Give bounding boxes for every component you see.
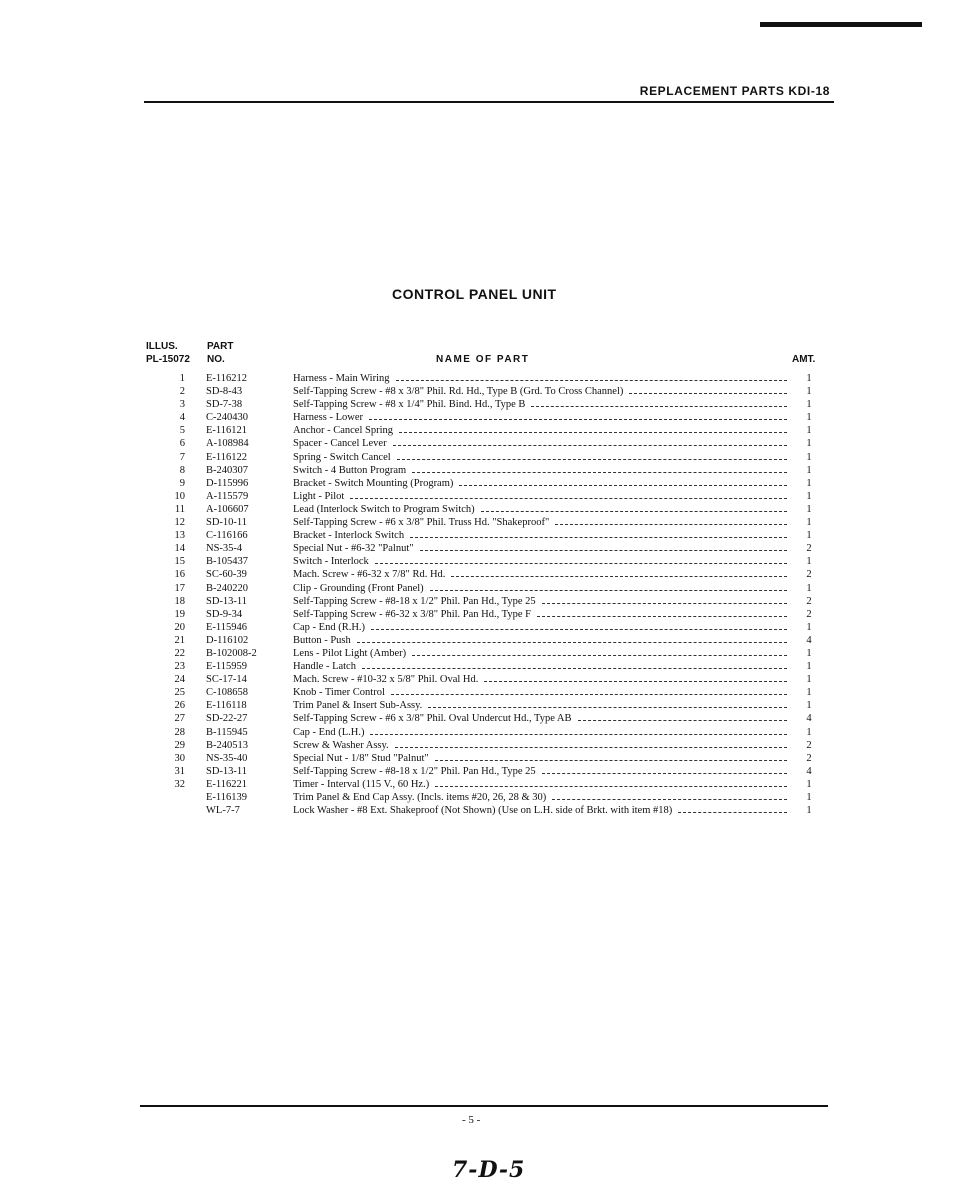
illus-number: 5 [179, 425, 185, 437]
part-number: E-116221 [206, 778, 248, 790]
part-name-cell [293, 451, 787, 464]
illus-number: 32 [174, 778, 185, 790]
part-name: Special Nut - #6-32 "Palnut" [293, 543, 414, 555]
part-amount: 2 [806, 595, 812, 607]
illus-number: 18 [174, 595, 185, 607]
parts-row [140, 529, 820, 542]
part-name: Screw & Washer Assy. [293, 739, 389, 751]
parts-row [140, 634, 820, 647]
part-amount: 1 [806, 490, 812, 502]
part-amount: 1 [806, 503, 812, 515]
part-name: Trim Panel & Insert Sub-Assy. [293, 700, 423, 712]
part-name: Self-Tapping Screw - #8-18 x 1/2" Phil. Pan Hd., Type 25 [293, 595, 536, 607]
parts-row [140, 752, 820, 765]
part-number: E-115946 [206, 621, 248, 633]
parts-row [140, 673, 820, 686]
parts-row [140, 647, 820, 660]
parts-row [140, 582, 820, 595]
part-number: A-115579 [206, 490, 249, 502]
parts-row [140, 516, 820, 529]
part-name-cell [293, 621, 787, 634]
part-name: Self-Tapping Screw - #8-18 x 1/2" Phil. Pan Hd., Type 25 [293, 765, 536, 777]
dotted-leader [375, 555, 787, 564]
parts-row [140, 542, 820, 555]
part-amount: 4 [806, 713, 812, 725]
part-number: SC-17-14 [206, 674, 247, 686]
dotted-leader [435, 778, 787, 787]
part-number: SD-13-11 [206, 595, 248, 607]
dotted-leader [412, 464, 787, 473]
part-name: Anchor - Cancel Spring [293, 425, 394, 437]
illus-number: 9 [179, 477, 185, 489]
part-amount: 4 [806, 765, 812, 777]
part-amount: 2 [806, 569, 812, 581]
parts-row [140, 608, 820, 621]
part-name: Mach. Screw - #6-32 x 7/8" Rd. Hd. [293, 569, 446, 581]
part-name: Self-Tapping Screw - #6 x 3/8" Phil. Oval Undercut Hd., Type AB [293, 713, 572, 725]
part-name: Self-Tapping Screw - #6 x 3/8" Phil. Truss Hd. "Shakeproof" [293, 517, 550, 529]
illus-number: 15 [174, 556, 185, 568]
dotted-leader [393, 437, 787, 446]
part-name-cell [293, 529, 787, 542]
dotted-leader [430, 582, 787, 591]
part-name: Lock Washer - #8 Ext. Shakeproof (Not Shown) (Use on L.H. side of Brkt. with item #18) [293, 805, 673, 817]
dotted-leader [428, 699, 787, 708]
dotted-leader [396, 372, 788, 381]
part-amount: 1 [806, 451, 812, 463]
parts-row [140, 778, 820, 791]
part-name-cell [293, 411, 787, 424]
part-name-cell [293, 699, 787, 712]
part-amount: 1 [806, 621, 812, 633]
parts-row [140, 765, 820, 778]
part-number: B-115945 [206, 726, 248, 738]
dotted-leader [420, 542, 787, 551]
part-name-cell [293, 647, 787, 660]
parts-row [140, 660, 820, 673]
dotted-leader [397, 451, 787, 460]
parts-row [140, 595, 820, 608]
part-name: Timer - Interval (115 V., 60 Hz.) [293, 778, 430, 790]
dotted-leader [537, 608, 787, 617]
part-name: Clip - Grounding (Front Panel) [293, 582, 424, 594]
dotted-leader [391, 686, 787, 695]
illus-number: 19 [174, 608, 185, 620]
part-number: B-105437 [206, 556, 248, 568]
part-number: NS-35-40 [206, 752, 248, 764]
dotted-leader [412, 647, 787, 656]
parts-row [140, 712, 820, 725]
part-amount: 1 [806, 464, 812, 476]
illus-number: 6 [179, 438, 185, 450]
part-name: Special Nut - 1/8" Stud "Palnut" [293, 752, 429, 764]
dotted-leader [531, 398, 787, 407]
part-number: A-108984 [206, 438, 249, 450]
part-amount: 1 [806, 661, 812, 673]
dotted-leader [350, 490, 787, 499]
part-number: B-102008-2 [206, 647, 257, 659]
part-name: Light - Pilot [293, 490, 345, 502]
dotted-leader [578, 712, 787, 721]
part-amount: 1 [806, 647, 812, 659]
dotted-leader [435, 752, 787, 761]
part-amount: 1 [806, 386, 812, 398]
part-number: SD-9-34 [206, 608, 243, 620]
part-number: C-240430 [206, 412, 248, 424]
part-name: Self-Tapping Screw - #6-32 x 3/8" Phil. Pan Hd., Type F [293, 608, 531, 620]
header-title: REPLACEMENT PARTS KDI-18 [639, 84, 830, 98]
part-number: SD-7-38 [206, 399, 243, 411]
part-name: Trim Panel & End Cap Assy. (Incls. items #20, 26, 28 & 30) [293, 792, 547, 803]
part-name: Switch - Interlock [293, 556, 369, 568]
parts-row [140, 726, 820, 739]
part-name-cell [293, 608, 787, 621]
part-amount: 1 [806, 477, 812, 489]
dotted-leader [399, 424, 787, 433]
part-number: B-240513 [206, 739, 248, 751]
illus-number: 17 [174, 582, 185, 594]
part-amount: 4 [806, 634, 812, 646]
part-number: E-116212 [206, 373, 248, 384]
part-name-cell [293, 582, 787, 595]
parts-row [140, 464, 820, 477]
illus-number: 13 [174, 530, 185, 542]
parts-row [140, 555, 820, 568]
part-number: SD-10-11 [206, 517, 248, 529]
parts-list [140, 372, 820, 817]
part-name-cell [293, 791, 787, 804]
parts-row [140, 477, 820, 490]
dotted-leader [410, 529, 787, 538]
part-name: Cap - End (R.H.) [293, 621, 366, 633]
section-title: CONTROL PANEL UNIT [392, 286, 557, 302]
illus-number: 22 [174, 647, 185, 659]
part-amount: 1 [806, 399, 812, 411]
illus-number: 20 [174, 621, 185, 633]
part-name-cell [293, 503, 787, 516]
illus-number: 12 [174, 517, 185, 529]
part-name-cell [293, 765, 787, 778]
part-name-cell [293, 686, 787, 699]
parts-row [140, 424, 820, 437]
part-name-cell [293, 424, 787, 437]
part-name-cell [293, 477, 787, 490]
part-name-cell [293, 490, 787, 503]
part-number: B-240307 [206, 464, 248, 476]
page-number: - 5 - [462, 1114, 481, 1126]
part-number: WL-7-7 [206, 805, 240, 817]
part-name-cell [293, 673, 787, 686]
illus-number: 11 [174, 503, 185, 515]
illus-number: 2 [179, 386, 185, 398]
part-number: E-116139 [206, 792, 248, 803]
column-header-illus: ILLUS. PL-15072 [146, 341, 190, 365]
parts-row [140, 503, 820, 516]
dotted-leader [395, 739, 787, 748]
part-name-cell [293, 398, 787, 411]
part-name: Self-Tapping Screw - #8 x 3/8" Phil. Rd. Hd., Type B (Grd. To Cross Channel) [293, 386, 624, 398]
part-amount: 1 [806, 792, 812, 803]
part-number: SD-8-43 [206, 386, 243, 398]
part-name-cell [293, 752, 787, 765]
part-amount: 2 [806, 752, 812, 764]
illus-number: 28 [174, 726, 185, 738]
part-name-cell [293, 712, 787, 725]
dotted-leader [362, 660, 787, 669]
dotted-leader [542, 595, 787, 604]
part-amount: 1 [806, 530, 812, 542]
top-corner-rule [760, 22, 922, 27]
illus-number: 26 [174, 700, 185, 712]
illus-number: 23 [174, 661, 185, 673]
part-number: A-106607 [206, 503, 249, 515]
part-name-cell [293, 739, 787, 752]
part-number: SC-60-39 [206, 569, 247, 581]
illus-number: 21 [174, 634, 185, 646]
part-name-cell [293, 778, 787, 791]
parts-row [140, 372, 820, 385]
part-name-cell [293, 437, 787, 450]
parts-row [140, 451, 820, 464]
part-amount: 2 [806, 739, 812, 751]
parts-row [140, 385, 820, 398]
part-number: E-115959 [206, 661, 248, 673]
column-header-name-of-part: NAME OF PART [436, 354, 530, 365]
column-header-part-no: PART NO. [207, 341, 234, 365]
parts-row [140, 739, 820, 752]
parts-row [140, 686, 820, 699]
part-amount: 1 [806, 373, 812, 384]
part-amount: 1 [806, 726, 812, 738]
parts-row [140, 411, 820, 424]
part-amount: 1 [806, 674, 812, 686]
handwritten-note: 7-D-5 [452, 1157, 526, 1183]
part-amount: 1 [806, 517, 812, 529]
parts-row [140, 437, 820, 450]
part-name: Self-Tapping Screw - #8 x 1/4" Phil. Bind. Hd., Type B [293, 399, 526, 411]
part-number: NS-35-4 [206, 543, 243, 555]
part-number: D-115996 [206, 477, 249, 489]
part-name-cell [293, 660, 787, 673]
part-name: Knob - Timer Control [293, 687, 385, 699]
part-amount: 1 [806, 582, 812, 594]
dotted-leader [370, 726, 787, 735]
part-name: Bracket - Switch Mounting (Program) [293, 477, 454, 489]
part-number: D-116102 [206, 634, 249, 646]
illus-number: 16 [174, 569, 185, 581]
part-amount: 1 [806, 412, 812, 424]
illus-number: 1 [179, 373, 185, 384]
part-number: B-240220 [206, 582, 248, 594]
part-amount: 1 [806, 778, 812, 790]
part-name: Spacer - Cancel Lever [293, 438, 387, 450]
part-name: Harness - Main Wiring [293, 373, 390, 384]
part-name: Lens - Pilot Light (Amber) [293, 647, 407, 659]
part-amount: 2 [806, 543, 812, 555]
part-name-cell [293, 568, 787, 581]
part-amount: 1 [806, 425, 812, 437]
illus-number: 8 [179, 464, 185, 476]
footer-rule [140, 1105, 828, 1107]
parts-row [140, 791, 820, 804]
part-name: Harness - Lower [293, 412, 363, 424]
dotted-leader [484, 673, 787, 682]
part-name-cell [293, 726, 787, 739]
column-header-amount: AMT. [792, 354, 816, 365]
illus-number: 27 [174, 713, 185, 725]
illus-number: 30 [174, 752, 185, 764]
parts-row [140, 804, 820, 817]
dotted-leader [369, 411, 787, 420]
parts-row [140, 621, 820, 634]
part-number: E-116122 [206, 451, 248, 463]
illus-number: 14 [174, 543, 185, 555]
part-amount: 1 [806, 700, 812, 712]
dotted-leader [629, 385, 787, 394]
part-amount: 1 [806, 687, 812, 699]
part-name: Bracket - Interlock Switch [293, 530, 405, 542]
dotted-leader [678, 804, 787, 813]
dotted-leader [552, 791, 787, 800]
part-amount: 2 [806, 608, 812, 620]
illus-number: 29 [174, 739, 185, 751]
part-name-cell [293, 595, 787, 608]
part-name: Mach. Screw - #10-32 x 5/8" Phil. Oval Hd. [293, 674, 479, 686]
illus-number: 7 [179, 451, 185, 463]
parts-row [140, 568, 820, 581]
part-name: Cap - End (L.H.) [293, 726, 365, 738]
part-name-cell [293, 634, 787, 647]
dotted-leader [481, 503, 787, 512]
part-number: SD-22-27 [206, 713, 248, 725]
part-number: E-116121 [206, 425, 248, 437]
part-name: Lead (Interlock Switch to Program Switch) [293, 503, 475, 515]
part-name-cell [293, 464, 787, 477]
dotted-leader [357, 634, 787, 643]
dotted-leader [459, 477, 787, 486]
part-number: SD-13-11 [206, 765, 248, 777]
part-amount: 1 [806, 805, 812, 817]
illus-number: 31 [174, 765, 185, 777]
part-amount: 1 [806, 438, 812, 450]
part-number: C-108658 [206, 687, 248, 699]
part-number: C-116166 [206, 530, 248, 542]
illus-number: 24 [174, 674, 185, 686]
part-name-cell [293, 372, 787, 385]
part-name-cell [293, 385, 787, 398]
illus-number: 10 [174, 490, 185, 502]
part-number: E-116118 [206, 700, 247, 712]
part-name: Handle - Latch [293, 661, 356, 673]
part-name: Switch - 4 Button Program [293, 464, 407, 476]
illus-number: 4 [179, 412, 185, 424]
part-name-cell [293, 804, 787, 817]
part-name: Spring - Switch Cancel [293, 451, 391, 463]
dotted-leader [555, 516, 787, 525]
part-amount: 1 [806, 556, 812, 568]
parts-row [140, 490, 820, 503]
dotted-leader [542, 765, 787, 774]
part-name-cell [293, 542, 787, 555]
header-rule [144, 101, 834, 103]
illus-number: 3 [179, 399, 185, 411]
part-name: Button - Push [293, 634, 351, 646]
parts-row [140, 398, 820, 411]
part-name-cell [293, 555, 787, 568]
parts-row [140, 699, 820, 712]
dotted-leader [371, 621, 787, 630]
illus-number: 25 [174, 687, 185, 699]
part-name-cell [293, 516, 787, 529]
dotted-leader [451, 568, 787, 577]
